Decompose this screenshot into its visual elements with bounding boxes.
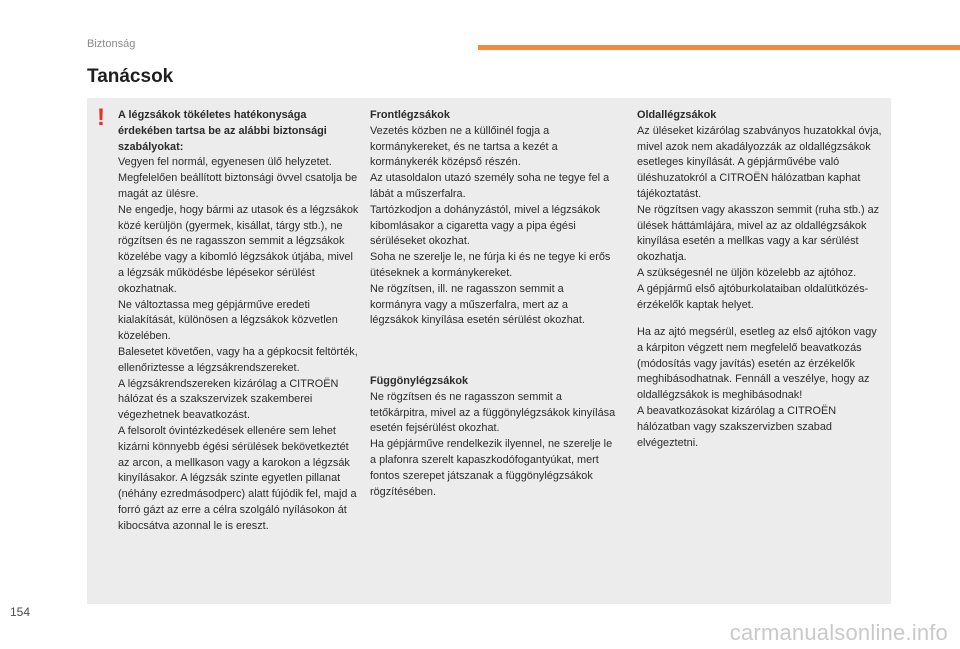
- curtain-airbag-column: [370, 374, 616, 500]
- side-airbag-heading: Oldallégzsákok: [637, 109, 717, 121]
- front-airbag-line: Soha ne szerelje le, ne fúrja ki és ne tegye ki erős ütéseknek a kormánykereket.: [370, 251, 611, 279]
- front-airbag-heading: Frontlégzsákok: [370, 109, 450, 121]
- front-airbag-line: Az utasoldalon utazó személy soha ne tegye fel a lábát a műszerfalra.: [370, 172, 610, 200]
- side-airbag-line: Az üléseket kizárólag szabványos huzatokkal óvja, mivel azok nem akadályozzák az oldallégzsákok esetleges kinyílását. A gépjárművébe való üléshuzatokról a CITROËN hálózatban kaphat tájékoztatást.: [637, 124, 882, 200]
- front-airbag-column: [370, 108, 616, 329]
- warning-heading: A légzsákok tökéletes hatékonysága érdekében tartsa be az alábbi biztonsági szabályokat:: [118, 109, 327, 153]
- warning-line: Balesetet követően, vagy ha a gépkocsit feltörték, ellenőriztesse a légzsákrendszereket.: [118, 345, 358, 374]
- page-number: 154: [10, 605, 31, 619]
- warning-line: A felsorolt óvintézkedések ellenére sem lehet kizárni könnyebb égési sérülések bekövetkeztét az arcon, a mellkason vagy a karokon a légzsák kinyílásakor. A légzsák szinte egyetlen pillanat (néhány ezredmásodperc) alatt fújódik fel, majd a forró gázt az erre a célra szolgáló nyílásokon át kibocsátva azonnal le is ereszt.: [118, 424, 357, 532]
- side-airbag-line: Ne rögzítsen vagy akasszon semmit (ruha stb.) az ülések háttámlájára, mivel az az oldallégzsákok kinyílása esetén a mellkas vagy a kar sérülést okozhatja.: [637, 203, 880, 264]
- watermark: carmanualsonline.info: [729, 620, 948, 645]
- side-airbag-line: A szükségesnél ne üljön közelebb az ajtóhoz.: [637, 266, 857, 279]
- warning-line: Megfelelően beállított biztonsági övvel csatolja be magát az ülésre.: [118, 172, 358, 200]
- front-airbag-line: Vezetés közben ne a küllőinél fogja a kormánykereket, és ne tartsa a kezét a kormánykerék középső részén.: [370, 124, 558, 169]
- front-airbag-line: Tartózkodjon a dohányzástól, mivel a légzsákok kibomlásakor a cigaretta vagy a pipa égési sérüléseket okozhat.: [370, 203, 601, 248]
- side-airbag-line: A gépjármű első ajtóburkolataiban oldalütközés-érzékelők kaptak helyet.: [637, 282, 869, 311]
- curtain-airbag-heading: Függönylégzsákok: [370, 375, 469, 387]
- side-airbag-note-line: A beavatkozásokat kizárólag a CITROËN hálózatban vagy szakszervizben szabad elvégeztetni.: [637, 404, 837, 449]
- side-airbag-note-line: Ha az ajtó megsérül, esetleg az első ajtókon vagy a kárpiton végzett nem megfelelő beavatkozás (módosítás vagy javítás) esetén az érzékelők meghibásodhatnak. Fennáll a veszélye, hogy az oldallégzsákok is meghibásodnak!: [637, 326, 877, 402]
- side-airbag-note: [637, 325, 885, 451]
- section-label: Biztonság: [87, 38, 136, 50]
- header-accent-bar: [478, 45, 960, 50]
- front-airbag-line: Ne rögzítsen, ill. ne ragasszon semmit a kormányra vagy a műszerfalra, mert az a légzsákok kinyílása esetén sérülést okozhat.: [370, 282, 585, 327]
- warning-line: Ne engedje, hogy bármi az utasok és a légzsákok közé kerüljön (gyermek, kisállat, tárgy stb.), ne rögzítsen és ne ragasszon semmit a légzsákok közelébe vagy a kibomló légzsákok útjába, mivel a légzsák működésbe lépésekor sérülést okozhatnak.: [118, 203, 359, 295]
- warning-line: Vegyen fel normál, egyenesen ülő helyzetet.: [118, 156, 332, 169]
- curtain-airbag-line: Ne rögzítsen és ne ragasszon semmit a tetőkárpitra, mivel az a függönylégzsákok kinyílása esetén fejsérülést okozhat.: [370, 390, 616, 435]
- warning-line: Ne változtassa meg gépjárműve eredeti kialakítását, különösen a légzsákok közvetlen közelében.: [118, 298, 338, 343]
- curtain-airbag-line: Ha gépjárműve rendelkezik ilyennel, ne szerelje le a plafonra szerelt kapaszkodófogantyúkat, mert fontos szerepet játszanak a függönylégzsákok rögzítésében.: [370, 438, 613, 498]
- exclamation-warning-icon: !: [97, 104, 105, 131]
- warning-line: A légzsákrendszereken kizárólag a CITROËN hálózat és a szakszervizek szakemberei végezhetnek beavatkozást.: [118, 377, 339, 422]
- page-title: Tanácsok: [87, 66, 174, 87]
- warning-column: [118, 108, 360, 535]
- side-airbag-column: [637, 108, 885, 313]
